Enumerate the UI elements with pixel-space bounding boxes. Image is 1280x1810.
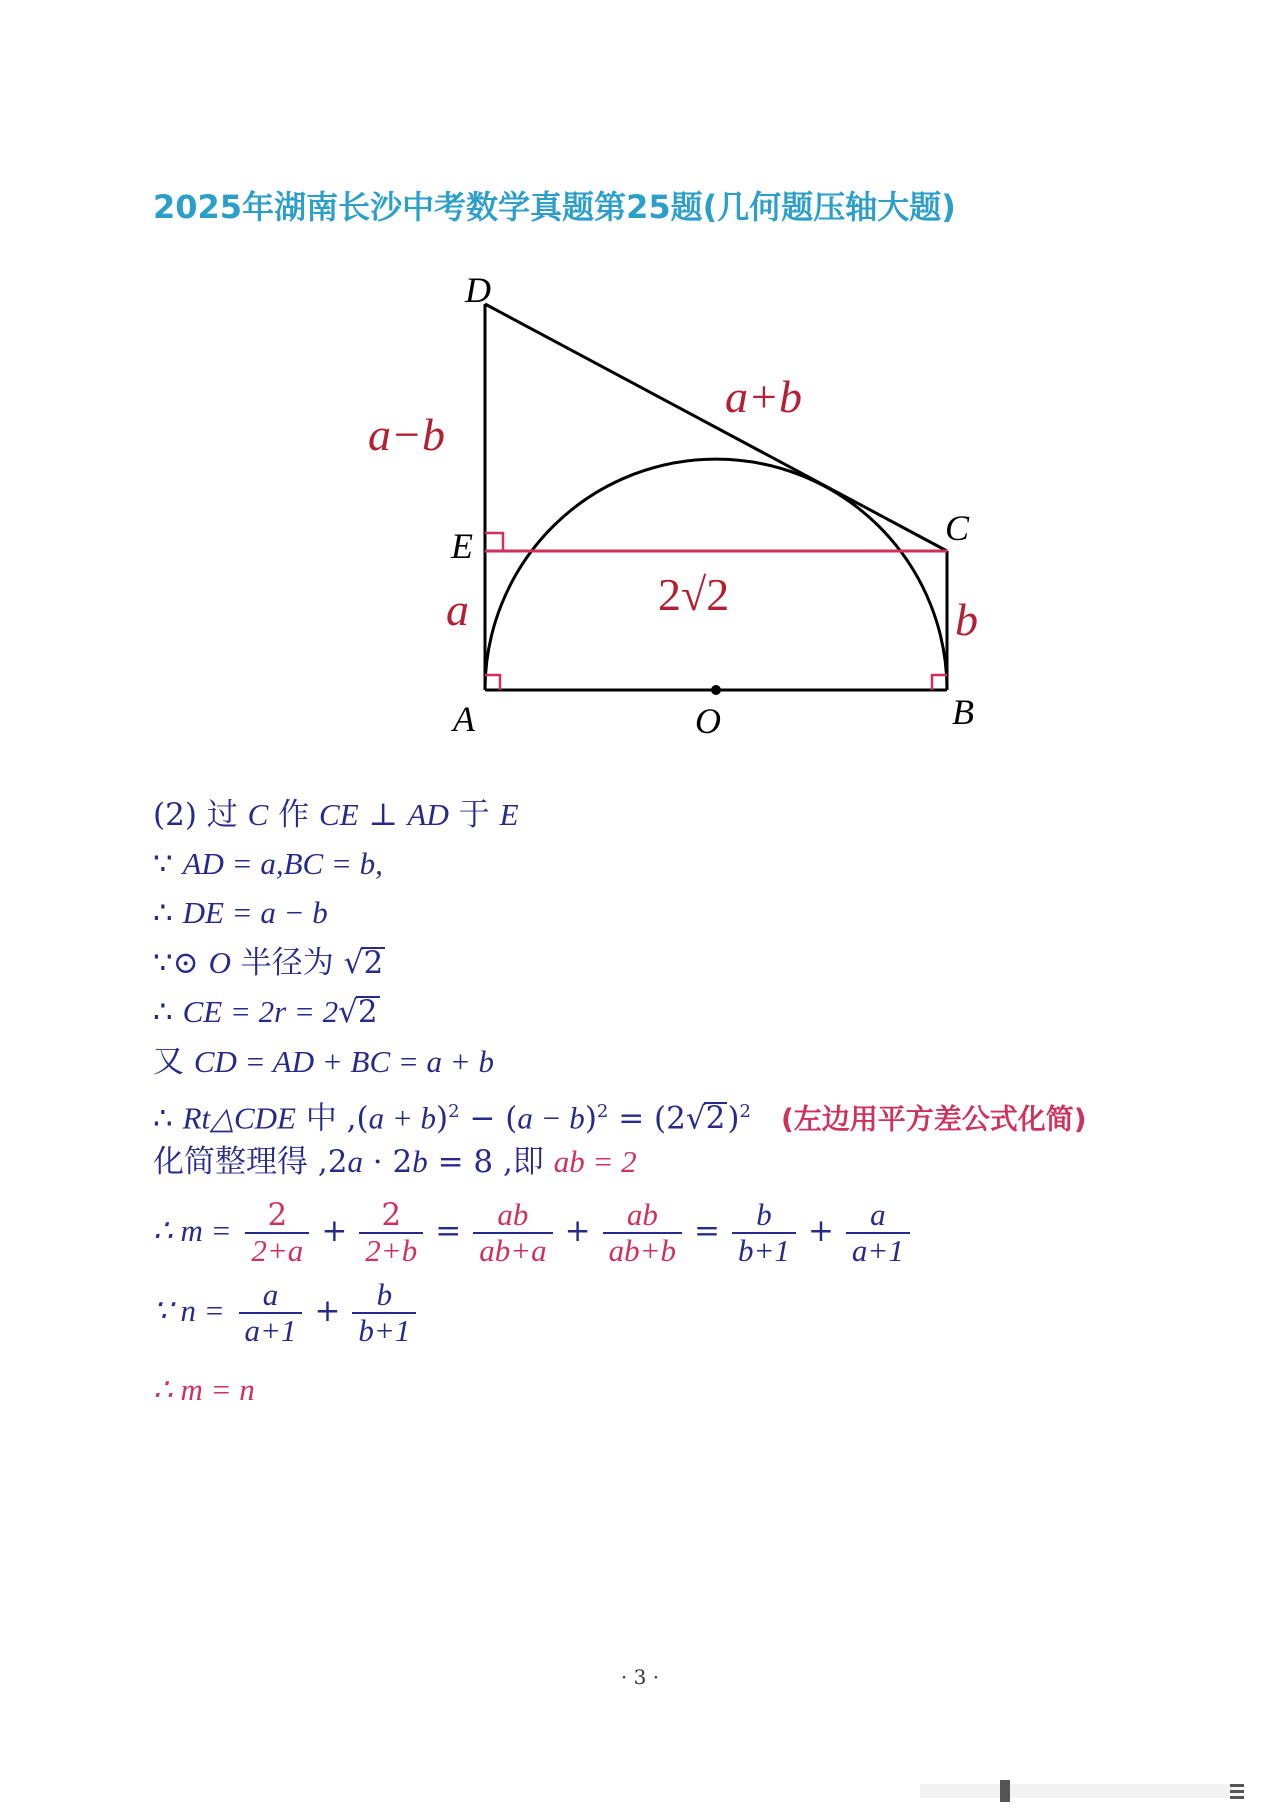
math: CE (319, 797, 359, 832)
solution-line-5 (153, 992, 380, 1032)
length-bc: b (955, 594, 978, 645)
text: 中 ,( (295, 1100, 369, 1137)
label-d: D (465, 270, 491, 310)
solution-line-7 (153, 1092, 1087, 1137)
math: CD = AD + BC = a + b (193, 1044, 494, 1079)
fraction: $\frac{a}{a+1}$ (846, 1198, 910, 1268)
exponent: 2 (448, 1101, 460, 1122)
math: E (499, 797, 519, 832)
sqrt-radicand: 2 (705, 1100, 726, 1137)
text: · 2 (362, 1144, 413, 1180)
fraction: $\frac{2}{2+a}$ (245, 1198, 309, 1268)
math: C (247, 797, 269, 832)
watermark-bar (920, 1780, 1260, 1802)
solution-line-2 (153, 844, 383, 884)
label-e: E (451, 526, 473, 566)
math: AD (407, 797, 449, 832)
solution-line-8 (153, 1142, 637, 1182)
math: ∴ m = (153, 1213, 232, 1248)
right-angle-e (485, 533, 503, 551)
math: a − b (517, 1100, 585, 1136)
geometry-figure (0, 0, 1280, 780)
text: ) (436, 1100, 449, 1137)
text: ) (727, 1100, 740, 1137)
text: 又 (153, 1044, 194, 1080)
text: 化简整理得 ,2 (153, 1144, 348, 1180)
therefore-symbol: ∴ (153, 1100, 183, 1137)
math: O (208, 945, 231, 980)
solution-conclusion: ∴ m = n (153, 1372, 255, 1407)
label-o: O (695, 701, 721, 741)
text: 作 (268, 797, 320, 833)
math: a + b (368, 1100, 437, 1136)
sqrt-radicand: 2 (357, 994, 378, 1030)
exponent: 2 (739, 1101, 751, 1122)
hint-note: (左边用平方差公式化简) (780, 1102, 1087, 1136)
math: b (412, 1144, 428, 1179)
math: DE = a − b (182, 895, 328, 930)
therefore-symbol: ∴ (153, 895, 183, 931)
fraction: $\frac{ab}{ab+a}$ (473, 1198, 552, 1268)
fraction: $\frac{a}{a+1}$ (239, 1278, 303, 1348)
therefore-symbol: ∴ (153, 994, 183, 1030)
page-number: · 3 · (620, 1665, 660, 1689)
math: Rt△CDE (182, 1100, 296, 1136)
sqrt-sign: √ (685, 1100, 706, 1137)
math: AD = a,BC = b, (182, 846, 383, 881)
text: 于 (448, 797, 500, 833)
text: ⊥ (358, 797, 408, 833)
right-angle-b (932, 675, 947, 690)
text: 半径为 (230, 945, 344, 981)
center-point-o (711, 685, 721, 695)
math: ∵ n = (153, 1293, 225, 1328)
right-angle-a (485, 675, 500, 690)
fraction: $\frac{b}{b+1}$ (352, 1278, 416, 1348)
page-title: 2025年湖南长沙中考数学真题第25题(几何题压轴大题) (153, 188, 956, 226)
solution-line-4 (153, 943, 385, 983)
math: a (347, 1144, 363, 1179)
solution-line-1 (153, 795, 519, 835)
text: = (2 (608, 1100, 686, 1137)
label-b: B (952, 692, 974, 732)
length-dc: a+b (725, 371, 803, 422)
because-symbol: ∵⊙ (153, 945, 209, 981)
length-ec: 2√2 (658, 569, 730, 620)
solution-line-3 (153, 893, 328, 933)
solution-line-6 (153, 1042, 494, 1082)
segment-dc (485, 304, 947, 551)
math: CE = 2r = 2 (182, 994, 339, 1029)
sqrt-radicand: 2 (363, 945, 384, 981)
fraction: $\frac{b}{b+1}$ (732, 1198, 796, 1268)
solution-line-10: ∵ n = $\frac{a}{a+1}$ + $\frac{b}{b+1}$ (153, 1273, 420, 1348)
text: (2) 过 (153, 797, 248, 833)
because-symbol: ∵ (153, 846, 183, 882)
sqrt-sign: √ (338, 994, 358, 1030)
length-de: a−b (368, 409, 446, 460)
label-c: C (945, 508, 970, 548)
label-a: A (453, 699, 475, 739)
text: = 8 ,即 (427, 1144, 554, 1180)
solution-line-9: ∴ m = $\frac{2}{2+a}$ + $\frac{2}{2+b}$ = $\frac{ab}{ab+a}$ + $\frac{ab}{ab+b}$ = $\frac{b}{b+1}$ + $\frac{a}{a+1}$ (153, 1193, 914, 1268)
fraction: $\frac{ab}{ab+b}$ (603, 1198, 682, 1268)
result-highlight: ab = 2 (553, 1144, 637, 1179)
text: − ( (459, 1100, 518, 1137)
text: ) (584, 1100, 597, 1137)
exponent: 2 (596, 1101, 609, 1122)
fraction: $\frac{2}{2+b}$ (359, 1198, 423, 1268)
length-ea: a (446, 584, 469, 635)
sqrt-sign: √ (343, 945, 364, 981)
